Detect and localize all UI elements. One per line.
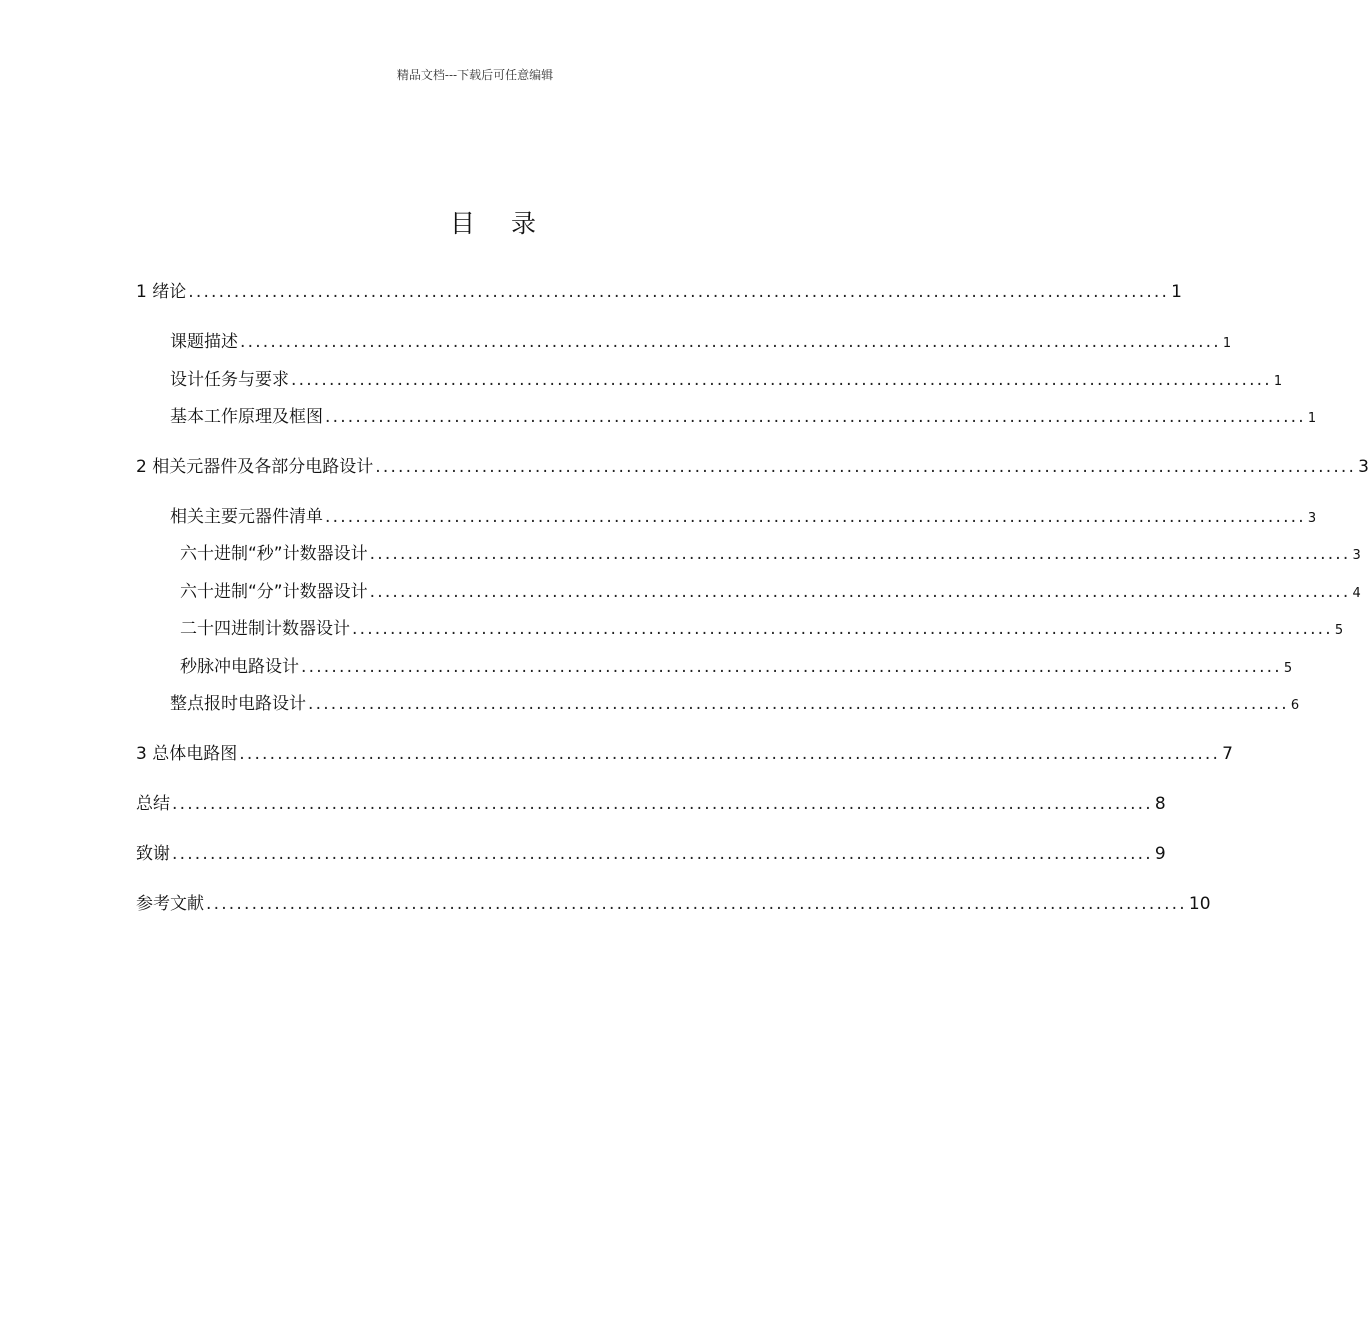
toc-entry[interactable] [180, 539, 1361, 564]
toc-entry-page: 1 [1307, 411, 1317, 426]
toc-entry[interactable] [136, 452, 1369, 477]
page-title: 目 录 [450, 209, 550, 238]
toc-entry-label: 整点报时电路设计 [170, 694, 306, 714]
toc-entry[interactable] [170, 502, 1317, 527]
toc-entry-label: 秒脉冲电路设计 [180, 657, 299, 677]
leader-dots: ................................................................................................................................. [239, 744, 1221, 764]
toc-entry-label: 相关主要元器件清单 [170, 507, 323, 527]
toc-entry[interactable] [170, 327, 1232, 352]
toc-entry-page: 1 [1171, 282, 1182, 302]
toc-entry-page: 7 [1222, 744, 1233, 764]
leader-dots: ................................................................................................................................. [206, 894, 1187, 914]
toc-entry-page: 5 [1334, 623, 1344, 638]
leader-dots: ................................................................................................................................. [308, 694, 1289, 714]
leader-dots: ................................................................................................................................. [301, 657, 1282, 677]
toc-entry[interactable] [170, 689, 1300, 714]
toc-entry[interactable] [136, 277, 1182, 302]
toc-entry[interactable] [136, 789, 1166, 814]
toc-entry-label: 2 相关元器件及各部分电路设计 [136, 457, 374, 477]
toc-entry-label: 课题描述 [170, 332, 238, 352]
leader-dots: ................................................................................................................................. [352, 619, 1333, 639]
toc-entry-page: 4 [1352, 586, 1361, 601]
toc-entry-label: 六十进制“分”计数器设计 [180, 582, 368, 602]
page-header: 精品文档---下载后可任意编辑 [396, 68, 554, 82]
toc-entry[interactable] [180, 577, 1361, 602]
toc-entry-label: 致谢 [136, 844, 170, 864]
toc-entry-page: 3 [1358, 457, 1369, 477]
toc-entry-label: 3 总体电路图 [136, 744, 238, 764]
toc-entry-page: 10 [1188, 894, 1211, 914]
leader-dots: ................................................................................................................................. [172, 844, 1153, 864]
leader-dots: ................................................................................................................................. [375, 457, 1357, 477]
toc-entry-label: 二十四进制计数器设计 [180, 619, 350, 639]
toc-entry-label: 设计任务与要求 [170, 370, 289, 390]
leader-dots: ................................................................................................................................. [172, 794, 1153, 814]
toc-entry[interactable] [136, 839, 1166, 864]
toc-entry-page: 1 [1222, 336, 1232, 351]
toc-entry[interactable] [170, 365, 1283, 390]
toc-entry-page: 9 [1154, 844, 1166, 864]
leader-dots: ................................................................................................................................. [369, 544, 1351, 564]
leader-dots: ................................................................................................................................. [291, 370, 1272, 390]
toc-entry-page: 3 [1307, 511, 1317, 526]
leader-dots: ................................................................................................................................. [240, 332, 1221, 352]
toc-entry[interactable] [180, 614, 1344, 639]
toc-entry-label: 六十进制“秒”计数器设计 [180, 544, 368, 564]
leader-dots: ................................................................................................................................. [325, 507, 1306, 527]
leader-dots: ................................................................................................................................. [369, 582, 1351, 602]
toc-entry-page: 8 [1154, 794, 1166, 814]
toc-entry-label: 参考文献 [136, 894, 204, 914]
leader-dots: ................................................................................................................................. [188, 282, 1170, 302]
toc-entry-label: 总结 [136, 794, 170, 814]
leader-dots: ................................................................................................................................. [325, 407, 1306, 427]
toc-entry-label: 1 绪论 [136, 282, 187, 302]
toc-entry-page: 3 [1352, 548, 1361, 563]
toc-entry[interactable] [136, 889, 1211, 914]
toc-entry[interactable] [170, 402, 1317, 427]
toc-entry-label: 基本工作原理及框图 [170, 407, 323, 427]
toc-entry-page: 1 [1273, 374, 1283, 389]
toc-entry[interactable] [136, 739, 1233, 764]
toc-entry-page: 5 [1283, 661, 1293, 676]
toc-entry-page: 6 [1290, 698, 1300, 713]
toc-entry[interactable] [180, 652, 1293, 677]
